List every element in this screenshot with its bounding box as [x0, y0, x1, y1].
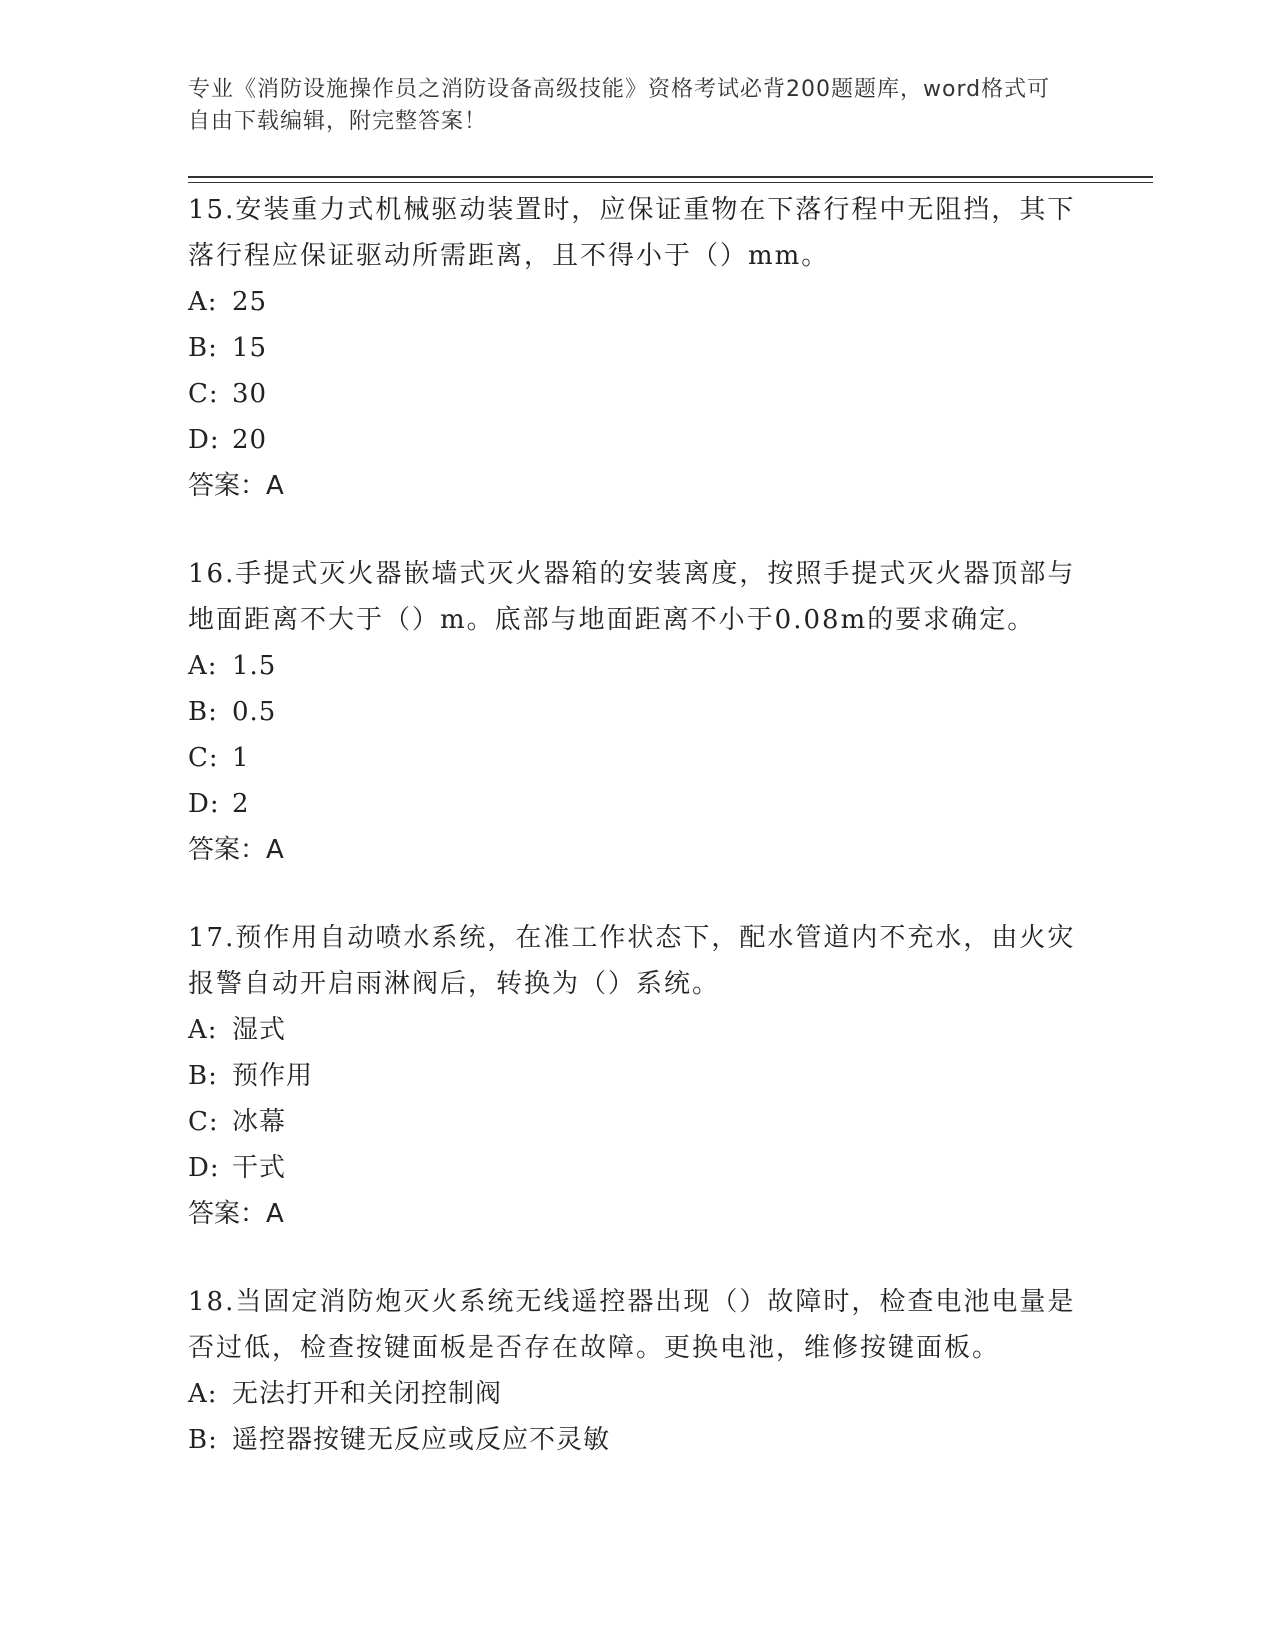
option-letter: A:	[188, 651, 218, 681]
option-text: 无法打开和关闭控制阀	[232, 1379, 503, 1409]
question-stem: 17.预作用自动喷水系统，在准工作状态下，配水管道内不充水，由火灾报警自动开启雨淋阀后，转换为（）系统。	[188, 923, 1076, 999]
option-letter: B:	[188, 333, 218, 363]
option-text: 1.5	[232, 651, 277, 681]
option-letter: C:	[188, 1107, 219, 1137]
option-letter: B:	[188, 697, 218, 727]
question-stem: 16.手提式灭火器嵌墙式灭火器箱的安装离度，按照手提式灭火器顶部与地面距离不大于（）m。底部与地面距离不小于0.08m的要求确定。	[188, 559, 1076, 635]
option-letter: A:	[188, 287, 218, 317]
option-d	[188, 1145, 1088, 1191]
option-a	[188, 279, 1088, 325]
question-15	[188, 187, 1088, 509]
option-letter: C:	[188, 743, 219, 773]
option-text: 20	[232, 425, 268, 455]
option-letter: D:	[188, 789, 220, 819]
option-c	[188, 1099, 1088, 1145]
option-d	[188, 781, 1088, 827]
header-divider-thick	[188, 176, 1153, 178]
option-letter: D:	[188, 425, 220, 455]
option-text: 湿式	[232, 1015, 287, 1045]
option-text: 2	[232, 789, 250, 819]
question-16	[188, 551, 1088, 873]
option-c	[188, 735, 1088, 781]
answer-line: 答案：A	[188, 471, 284, 501]
option-a	[188, 1371, 1088, 1417]
option-text: 冰幕	[232, 1107, 287, 1137]
option-b	[188, 689, 1088, 735]
option-letter: A:	[188, 1379, 218, 1409]
option-text: 15	[232, 333, 268, 363]
option-letter: A:	[188, 1015, 218, 1045]
option-b	[188, 1417, 1088, 1463]
option-a	[188, 1007, 1088, 1053]
option-text: 遥控器按键无反应或反应不灵敏	[232, 1425, 611, 1455]
question-stem: 15.安装重力式机械驱动装置时，应保证重物在下落行程中无阻挡，其下落行程应保证驱动所需距离，且不得小于（）mm。	[188, 195, 1076, 271]
document-header: 专业《消防设施操作员之消防设备高级技能》资格考试必背200题题库，word格式可自由下载编辑，附完整答案！	[188, 77, 1051, 134]
option-b	[188, 325, 1088, 371]
option-letter: B:	[188, 1425, 218, 1455]
option-b	[188, 1053, 1088, 1099]
option-text: 0.5	[232, 697, 277, 727]
question-stem: 18.当固定消防炮灭火系统无线遥控器出现（）故障时，检查电池电量是否过低，检查按键面板是否存在故障。更换电池，维修按键面板。	[188, 1287, 1076, 1363]
option-c	[188, 371, 1088, 417]
question-18	[188, 1279, 1088, 1463]
option-letter: C:	[188, 379, 219, 409]
option-text: 预作用	[232, 1061, 314, 1091]
question-17	[188, 915, 1088, 1237]
option-text: 30	[232, 379, 268, 409]
option-a	[188, 643, 1088, 689]
option-text: 1	[232, 743, 250, 773]
option-d	[188, 417, 1088, 463]
header-divider-thin	[188, 182, 1153, 183]
option-text: 干式	[232, 1153, 287, 1183]
option-letter: B:	[188, 1061, 218, 1091]
answer-line: 答案：A	[188, 1199, 284, 1229]
option-text: 25	[232, 287, 268, 317]
answer-line: 答案：A	[188, 835, 284, 865]
option-letter: D:	[188, 1153, 220, 1183]
